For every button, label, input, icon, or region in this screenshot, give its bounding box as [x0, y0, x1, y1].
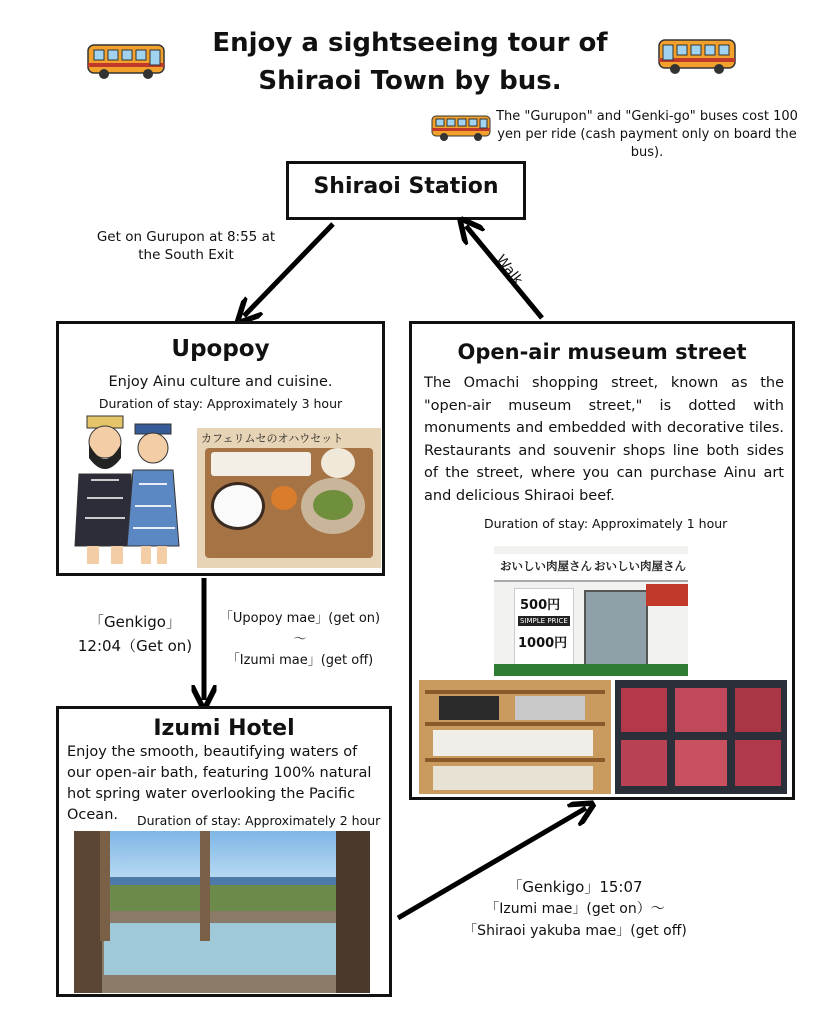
genkigo1-stops [210, 608, 390, 671]
simple-price: SIMPLE PRICE [520, 617, 568, 625]
genkigo1-time: 12:04（Get on) [77, 637, 193, 655]
museum-stay: Duration of stay: Approximately 1 hour [484, 516, 728, 531]
stop2-get-on: 「Izumi mae」(get on）～ [485, 901, 665, 917]
hotel-box [56, 706, 392, 997]
title-line-1: Enjoy a sightseeing tour of [212, 28, 608, 58]
upopoy-stay: Duration of stay: Approximately 3 hour [98, 396, 343, 411]
upopoy-desc: Enjoy Ainu culture and cuisine. [108, 374, 333, 390]
open-air-bath-photo [74, 831, 370, 993]
shop-sign: おいしい肉屋さん [594, 559, 686, 573]
museum-desc: The Omachi shopping street, known as the "open-air museum street," is dotted with monuments and embedded with decorative tiles. Restaurants and souvenir shops line both sides of the street, where you can purchase Ainu art and delicious Shiraoi beef. [424, 375, 784, 504]
stop1-get-on: 「Upopoy mae」(get on) [219, 611, 381, 626]
price-500: 500円 [520, 598, 561, 613]
meat-shop-photo [494, 546, 688, 676]
ainu-couple-illustration [69, 414, 189, 574]
shiraoi-beef-photo [615, 680, 787, 794]
hotel-stay: Duration of stay: Approximately 2 hour [137, 813, 381, 828]
stop2-get-off: 「Shiraoi yakuba mae」(get off) [463, 923, 687, 939]
genkigo2-time: 「Genkigo」15:07 [507, 878, 643, 896]
souvenir-shelf-photo [419, 680, 611, 794]
fare-note: The "Gurupon" and "Genki-go" buses cost 100 yen per ride (cash payment only on board the bus). [496, 109, 798, 160]
shop-sign: おいしい肉屋さん [500, 559, 592, 573]
genkigo1-name: 「Genkigo」 [89, 613, 181, 631]
stop1-tilde: ～ [293, 632, 307, 647]
route-to-upopoy-note: Get on Gurupon at 8:55 at the South Exit [96, 229, 276, 263]
ohau-set-photo [197, 428, 381, 568]
museum-box [409, 321, 795, 800]
title-line-2: Shiraoi Town by bus. [258, 66, 562, 96]
genkigo1-label [70, 610, 200, 658]
genkigo2-label [440, 876, 710, 942]
upopoy-box [56, 321, 385, 576]
price-1000: 1000円 [518, 636, 568, 651]
hotel-desc: Enjoy the smooth, beautifying waters of our open-air bath, featuring 100% natural hot spring water overlooking the Pacific Ocean. [67, 744, 372, 823]
hotel-title: Izumi Hotel [153, 716, 295, 741]
walk-label: Walk [492, 252, 526, 289]
upopoy-title: Upopoy [171, 336, 270, 362]
stop1-get-off: 「Izumi mae」(get off) [226, 653, 374, 668]
museum-title: Open-air museum street [457, 340, 747, 364]
photo-caption: カフェリムセのオハウセット [201, 432, 344, 445]
station-name: Shiraoi Station [313, 174, 499, 199]
